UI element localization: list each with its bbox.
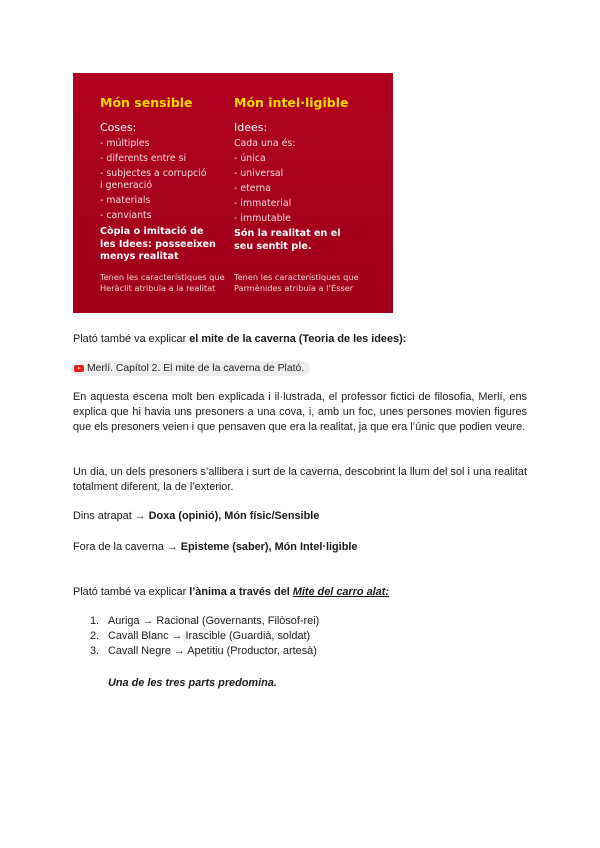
list-item: 2. Cavall Blanc → Irascible (Guardià, soldat) [90,630,311,643]
intelligible-title: Món intel·ligible [234,95,349,110]
video-link-chip[interactable] [71,361,310,376]
sensible-title: Món sensible [100,95,193,110]
coses-subtitle: Coses: [100,121,137,134]
list-item: Cada una és: [234,138,296,149]
list-item: - materials [100,194,151,206]
sensible-footnote: Tenen les característiques que Heràclit atribuïa a la realitat [100,272,225,293]
closing-statement: Una de les tres parts predomina. [108,677,277,689]
list-item: - canviants [100,209,152,221]
slide-image [73,73,393,313]
video-link-label: Merlí. Capítol 2. El mite de la caverna de Plató. [87,363,305,374]
list-item: 1. Auriga → Racional (Governants, Filòsof-rei) [90,615,320,627]
paragraph-presoner: Un dia, un dels presoners s’allibera i surt de la caverna, descobrint la llum del sol i una realitat totalment diferent, la de l’exterior. [73,466,527,494]
intelligible-summary: Són la realitat en el seu sentit ple. [234,228,341,252]
mite-carro-link[interactable]: Mite del carro alat: [292,586,389,598]
list-item: - immaterial [234,198,292,209]
list-item: - diferents entre si [100,153,187,164]
list-item: - única [234,153,266,164]
paragraph-fora: Fora de la caverna → Episteme (saber), Món Intel·ligible [73,541,358,553]
paragraph-escena: En aquesta escena molt ben explicada i il·lustrada, el professor fictici de filosofia, Merlí, ens explica que hi havia uns presoners a una cova, i, amb un foc, unes persones movien figures que els presoners veien i que pensaven que era la realitat, ja que era l’únic que podien veure. [73,391,527,434]
list-item: - eterna [234,183,271,194]
list-item: - múltiples [100,138,150,149]
paragraph-caverna-intro: Plató també va explicar el mite de la caverna (Teoria de les idees): [73,333,407,345]
paragraph-anima: Plató també va explicar l’ànima a través del Mite del carro alat: [73,586,389,598]
list-item: - universal [234,168,284,179]
list-item: i generació [100,179,153,191]
intelligible-footnote: Tenen les característiques que Parmènides atribuïa a l’Ésser [234,272,359,293]
idees-subtitle: Idees: [234,121,268,134]
paragraph-dins: Dins atrapat → Doxa (opinió), Món físic/Sensible [73,510,320,522]
list-item: - subjectes a corrupció [100,168,207,179]
sensible-summary: Còpia o imitació de les Idees: posseeixen menys realitat [100,226,216,262]
idees-list [234,138,295,228]
coses-list [100,138,207,225]
list-item: - immutable [234,213,291,224]
soul-parts-list [90,614,319,660]
youtube-icon [74,365,84,372]
list-item: 3. Cavall Negre → Apetitiu (Productor, artesà) [90,645,317,658]
